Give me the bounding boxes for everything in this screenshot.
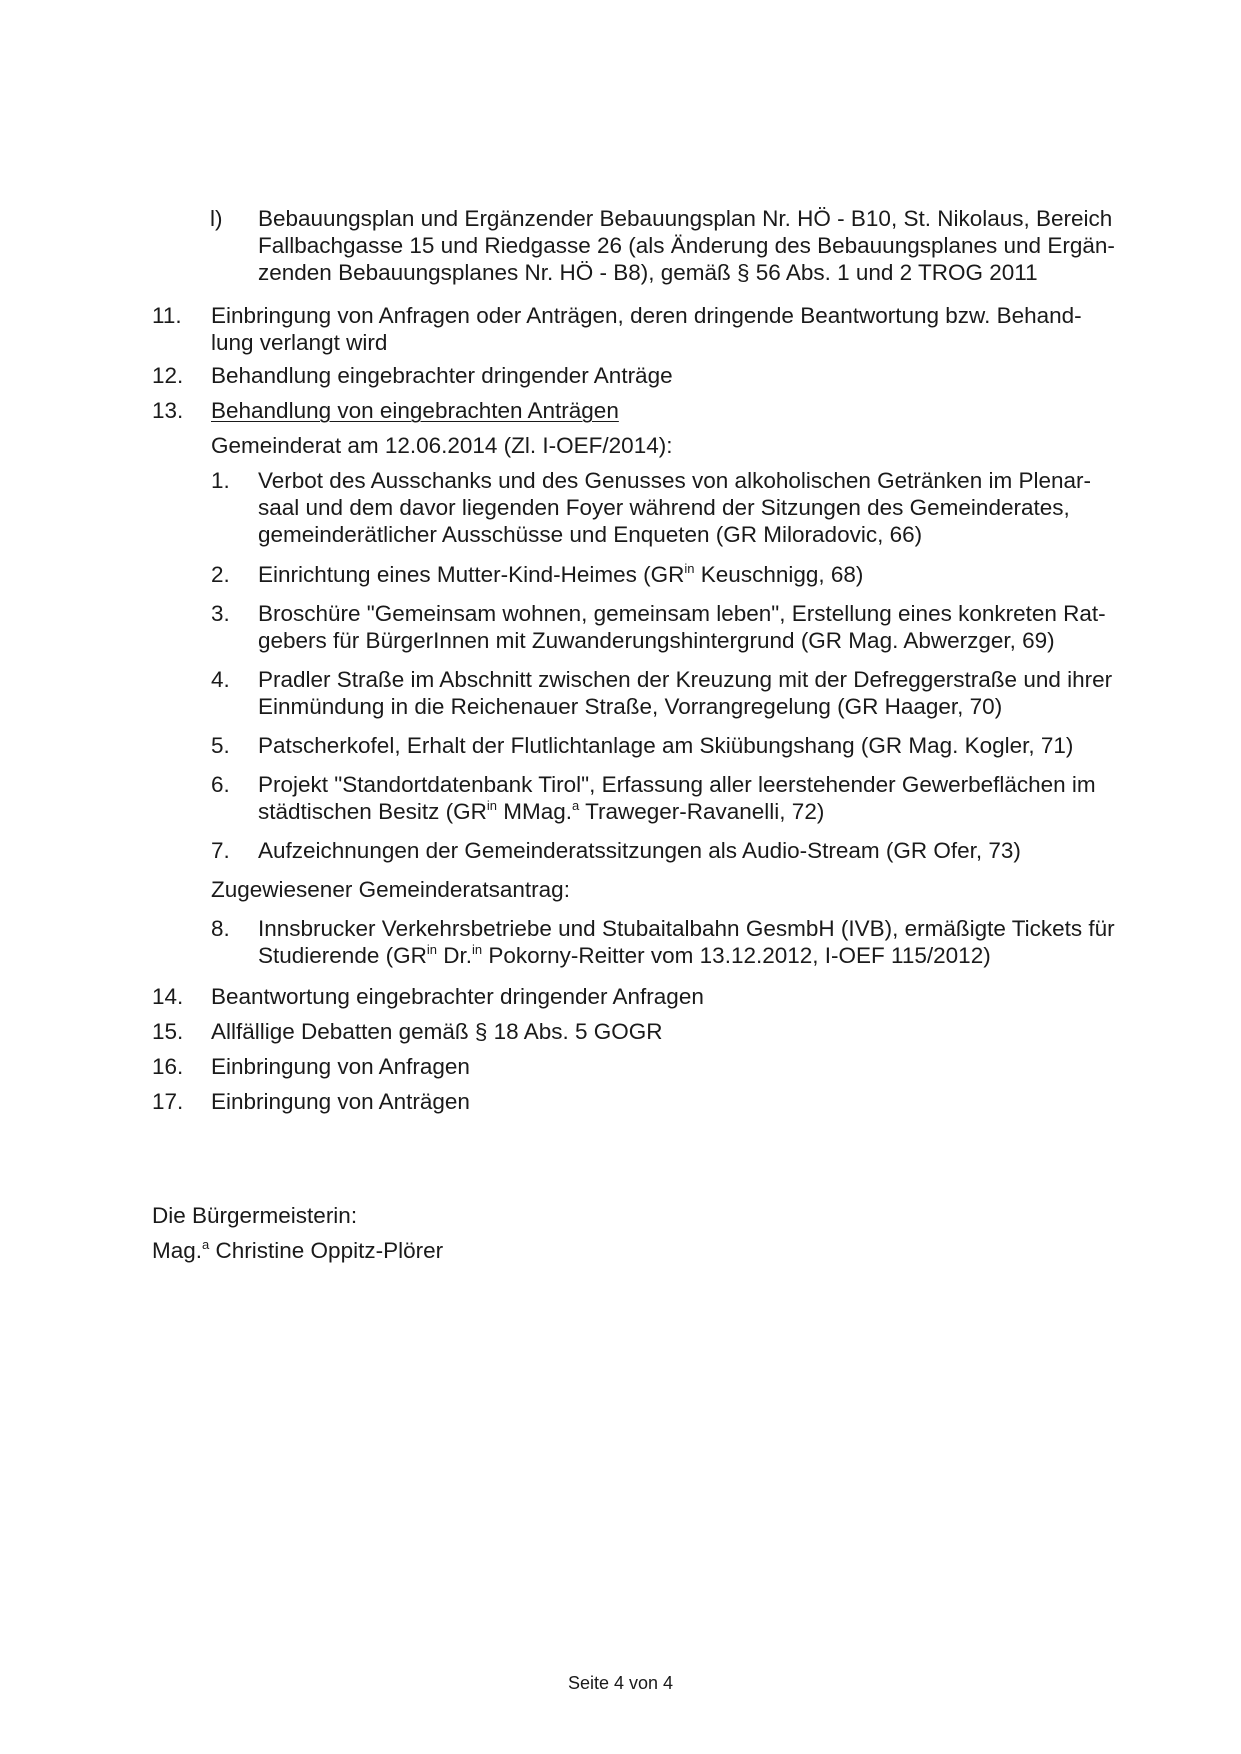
subitem-number-3: 3. (211, 601, 230, 626)
council-date-heading: Gemeinderat am 12.06.2014 (Zl. I-OEF/2014): (211, 433, 673, 458)
item-14-text: Beantwortung eingebrachter dringender Anfragen (211, 984, 704, 1009)
item-l-line-1: Bebauungsplan und Ergänzender Bebauungsplan Nr. HÖ - B10, St. Nikolaus, Bereich (258, 206, 1113, 231)
item-16-text: Einbringung von Anfragen (211, 1054, 470, 1079)
subitem-1-line-1: Verbot des Ausschanks und des Genusses von alkoholischen Getränken im Plenar- (258, 468, 1091, 493)
subitem-3-line-2: gebers für BürgerInnen mit Zuwanderungshintergrund (GR Mag. Abwerzger, 69) (258, 628, 1055, 653)
item-number-11: 11. (152, 303, 182, 328)
item-11-line-1: Einbringung von Anfragen oder Anträgen, deren dringende Beantwortung bzw. Behand- (211, 303, 1082, 328)
subitem-2-text: Einrichtung eines Mutter-Kind-Heimes ($GR^{in}$ Keuschnigg, 68) (258, 561, 864, 587)
item-l-line-2: Fallbachgasse 15 und Riedgasse 26 (als Änderung des Bebauungsplanes und Ergän- (258, 233, 1115, 258)
item-17-text: Einbringung von Anträgen (211, 1089, 470, 1114)
subitem-4-line-2: Einmündung in die Reichenauer Straße, Vorrangregelung (GR Haager, 70) (258, 694, 1003, 719)
item-15-text: Allfällige Debatten gemäß § 18 Abs. 5 GOGR (211, 1019, 663, 1044)
item-number-15: 15. (152, 1019, 184, 1044)
subitem-6-line-1: Projekt "Standortdatenbank Tirol", Erfassung aller leerstehender Gewerbeflächen im (258, 772, 1096, 797)
subitem-number-2: 2. (211, 562, 230, 587)
subitem-5-text: Patscherkofel, Erhalt der Flutlichtanlage am Skiübungshang (GR Mag. Kogler, 71) (258, 733, 1074, 758)
subitem-3-line-1: Broschüre "Gemeinsam wohnen, gemeinsam leben", Erstellung eines konkreten Rat- (258, 601, 1106, 626)
subitem-number-5: 5. (211, 733, 230, 758)
subitem-7-text: Aufzeichnungen der Gemeinderatssitzungen als Audio-Stream (GR Ofer, 73) (258, 838, 1021, 863)
subitem-8-line-1: Innsbrucker Verkehrsbetriebe und Stubaitalbahn GesmbH (IVB), ermäßigte Tickets für (258, 916, 1115, 941)
item-11-line-2: lung verlangt wird (211, 330, 388, 355)
subitem-6-line-2: städtischen Besitz ($GR^{in}$ MMag.$^a$ Traweger-Ravanelli, 72) (258, 798, 825, 824)
item-number-13: 13. (152, 398, 184, 423)
item-l-line-3: zenden Bebauungsplanes Nr. HÖ - B8), gemäß § 56 Abs. 1 und 2 TROG 2011 (258, 260, 1038, 285)
item-number-12: 12. (152, 363, 184, 388)
assigned-motion-heading: Zugewiesener Gemeinderatsantrag: (211, 877, 570, 902)
subitem-number-7: 7. (211, 838, 230, 863)
subitem-8-line-2: Studierende ($GR^{in}$ Dr.$^{in}$ Pokorny-Reitter vom 13.12.2012, I-OEF 115/2012) (258, 942, 991, 968)
item-number-14: 14. (152, 984, 184, 1009)
item-number-17: 17. (152, 1089, 184, 1114)
signature-role: Die Bürgermeisterin: (152, 1203, 358, 1228)
item-number-16: 16. (152, 1054, 184, 1079)
subitem-number-1: 1. (211, 468, 230, 493)
subitem-1-line-3: gemeinderätlicher Ausschüsse und Enqueten (GR Miloradovic, 66) (258, 522, 923, 547)
signature-name: Mag.$^a$ Christine Oppitz-Plörer (152, 1237, 444, 1263)
item-13-heading: Behandlung von eingebrachten Anträgen (211, 398, 619, 423)
subitem-number-6: 6. (211, 772, 230, 797)
subitem-4-line-1: Pradler Straße im Abschnitt zwischen der Kreuzung mit der Defreggerstraße und ihrer (258, 667, 1113, 692)
subitem-1-line-2: saal und dem davor liegenden Foyer während der Sitzungen des Gemeinderates, (258, 495, 1070, 520)
item-12-text: Behandlung eingebrachter dringender Anträge (211, 363, 673, 388)
subitem-number-8: 8. (211, 916, 230, 941)
item-marker-l: l) (210, 206, 223, 231)
page-footer: Seite 4 von 4 (567, 1673, 674, 1693)
subitem-number-4: 4. (211, 667, 230, 692)
